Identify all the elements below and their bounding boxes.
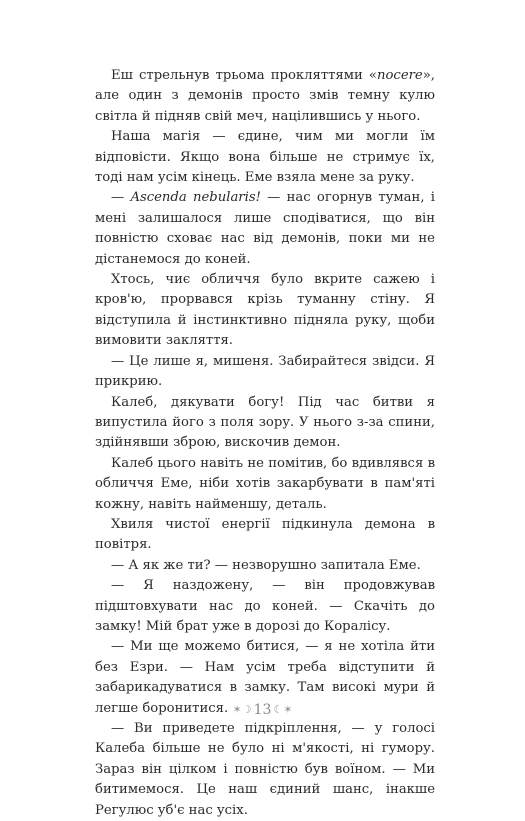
paragraph: — Це лише я, мишеня. Забирайтеся звідси. Я прикрию. bbox=[95, 353, 435, 390]
paragraph: — Я наздожену, — він продовжував підштовхувати нас до коней. — Скачіть до замку! Мій брат уже в дорозі до Коралісу. bbox=[95, 578, 435, 634]
page-number: 13 bbox=[253, 702, 272, 718]
paragraph: Хвиля чистої енергії підкинула демона в повітря. bbox=[95, 516, 435, 553]
footer-ornament-right: ☾✶ bbox=[273, 703, 293, 716]
paragraph: Еш стрельнув трьома прокляттями «nocere», але один з демонів просто змів темну кулю світла й підняв свій меч, націлившись у нього. bbox=[95, 68, 435, 124]
footer-ornament-left: ✶☽ bbox=[232, 703, 252, 716]
paragraph: — Ascenda nebularis! — нас огорнув туман, і мені залишалося лише сподіватися, що він повністю сховає нас від демонів, поки ми не дістанемося до коней. bbox=[95, 190, 436, 267]
paragraph: — А як же ти? — незворушно запитала Еме. bbox=[111, 557, 421, 573]
paragraph: Калеб цього навіть не помітив, бо вдивлявся в обличчя Еме, ніби хотів закарбувати в пам'яті кожну, навіть найменшу, деталь. bbox=[95, 455, 435, 512]
paragraph: — Ми ще можемо битися, — я не хотіла йти без Езри. — Нам усім треба відступити й забарикадуватися в замку. Там високі мури й легше боронитися. bbox=[95, 639, 435, 716]
paragraph: Наша магія — єдине, чим ми могли їм відповісти. Якщо вона більше не стримує їх, тоді нам усім кінець. Еме взяла мене за руку. bbox=[95, 129, 435, 186]
paragraph: Хтось, чиє обличчя було вкрите сажею і кров'ю, прорвався крізь туманну стіну. Я відступила й інстинктивно підняла руку, щоби вимовити закляття. bbox=[95, 272, 435, 349]
paragraph: — Ви приведете підкріплення, — у голосі Калеба більше не було ні м'якості, ні гумору. Зараз він цілком і повністю був воїном. — Ми битимемося. Це наш єдиний шанс, інакше Регулюс уб'є нас усіх. bbox=[95, 721, 435, 818]
paragraph: Калеб, дякувати богу! Під час битви я випустила його з поля зору. У нього з-за спини, здійнявши зброю, вискочив демон. bbox=[95, 394, 435, 451]
page-footer bbox=[0, 701, 525, 719]
